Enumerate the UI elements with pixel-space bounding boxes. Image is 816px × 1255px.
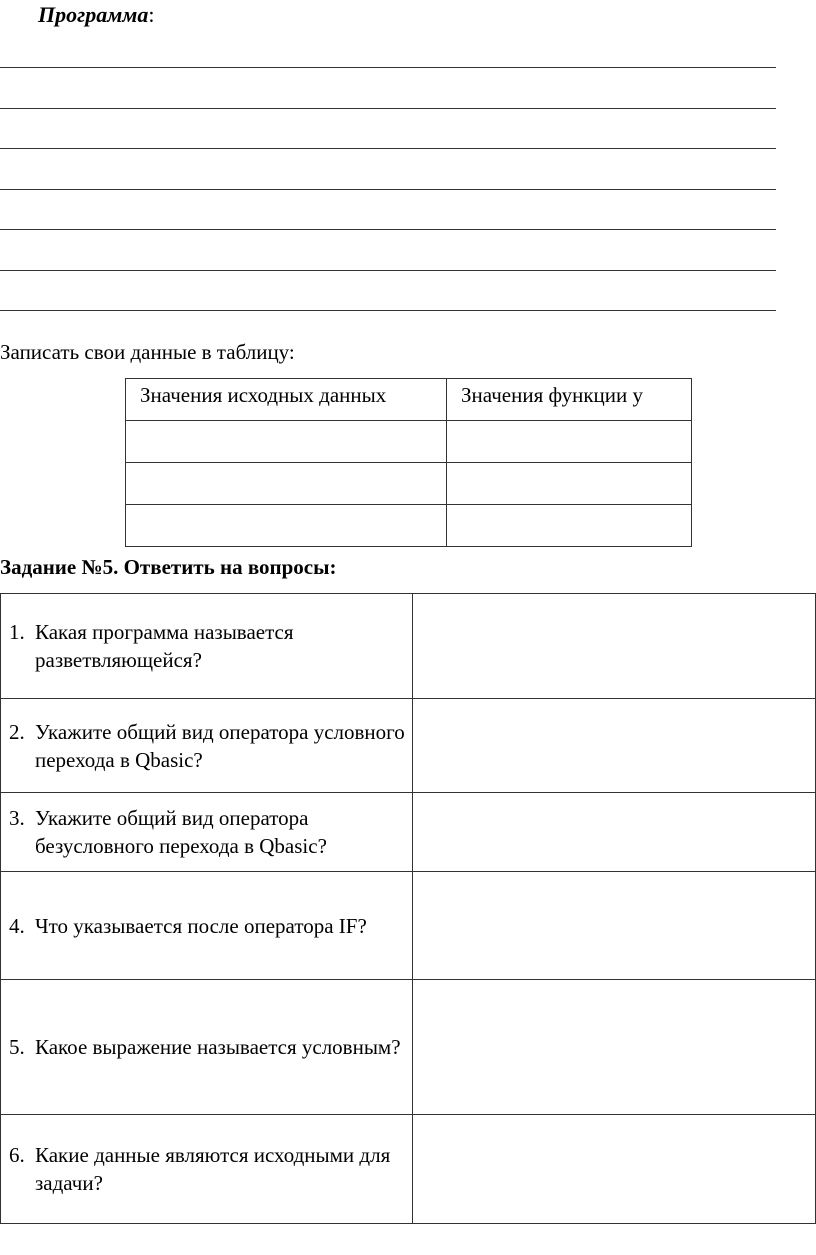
input-value-cell[interactable] (126, 421, 447, 463)
program-label: Программа (38, 2, 149, 27)
answer-cell[interactable] (412, 699, 815, 793)
input-value-cell[interactable] (126, 505, 447, 547)
question-number: 6. (9, 1143, 25, 1167)
question-cell (1, 793, 413, 872)
question-cell (1, 980, 413, 1115)
answer-line[interactable] (0, 148, 776, 149)
question-row (1, 1115, 816, 1224)
question-row (1, 594, 816, 699)
questions-table (0, 593, 816, 1224)
question-number: 3. (9, 806, 25, 830)
input-value-cell[interactable] (126, 463, 447, 505)
data-table-row (126, 505, 692, 547)
question-number: 1. (9, 620, 25, 644)
question-row (1, 699, 816, 793)
question-row (1, 872, 816, 980)
data-table (125, 378, 692, 547)
header-input-values: Значения исходных данных (126, 379, 447, 421)
question-row (1, 793, 816, 872)
answer-cell[interactable] (412, 1115, 815, 1224)
answer-cell[interactable] (412, 872, 815, 980)
answer-line[interactable] (0, 67, 776, 68)
question-text: Что указывается после оператора IF? (35, 913, 367, 938)
question-cell (1, 872, 413, 980)
answer-cell[interactable] (412, 980, 815, 1115)
answer-line[interactable] (0, 310, 776, 311)
answer-line[interactable] (0, 270, 776, 271)
instruction-text: Записать свои данные в таблицу: (0, 340, 295, 364)
answer-line[interactable] (0, 108, 776, 109)
data-table-row (126, 421, 692, 463)
question-text: Какие данные являются исходными для задачи? (35, 1143, 391, 1195)
answer-line[interactable] (0, 229, 776, 230)
question-cell (1, 1115, 413, 1224)
header-function-values: Значения функции у (447, 379, 692, 421)
program-colon: : (148, 2, 155, 27)
answer-cell[interactable] (412, 793, 815, 872)
program-heading (38, 2, 155, 28)
question-text: Какое выражение называется условным? (35, 1035, 401, 1059)
question-cell (1, 594, 413, 699)
question-number: 5. (9, 1035, 25, 1059)
data-table-row (126, 463, 692, 505)
question-row (1, 980, 816, 1115)
answer-line[interactable] (0, 189, 776, 190)
answer-cell[interactable] (412, 594, 815, 699)
function-value-cell[interactable] (447, 421, 692, 463)
data-table-header-row (126, 379, 692, 421)
question-text: Какая программа называется разветвляющейся? (35, 620, 294, 672)
question-text: Укажите общий вид оператора безусловного перехода в Qbasic? (35, 806, 327, 858)
question-number: 2. (9, 719, 25, 744)
question-cell (1, 699, 413, 793)
question-number: 4. (9, 913, 25, 938)
function-value-cell[interactable] (447, 463, 692, 505)
task-title: Задание №5. Ответить на вопросы: (0, 555, 337, 579)
question-text: Укажите общий вид оператора условного перехода в Qbasic? (35, 719, 405, 772)
function-value-cell[interactable] (447, 505, 692, 547)
